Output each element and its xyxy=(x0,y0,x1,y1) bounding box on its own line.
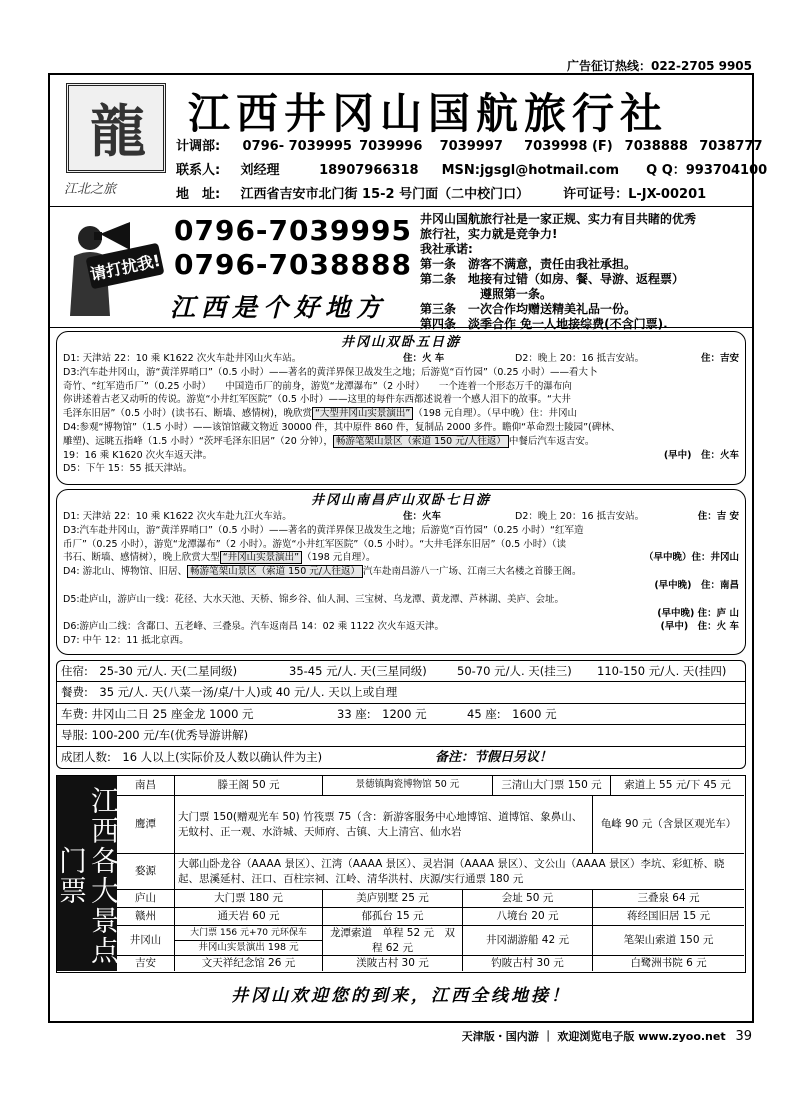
contact-line xyxy=(176,159,767,178)
itinerary-day xyxy=(63,565,739,579)
ticket-city: 吉安 xyxy=(117,956,175,971)
ticket-cell: 龙潭索道 单程 52 元 双程 62 元 xyxy=(323,926,463,956)
cableway-highlight: 畅游笔架山景区（索道 150 元/人往返） xyxy=(187,565,363,578)
ticket-cell: 景德镇陶瓷博物馆 50 元 xyxy=(323,776,493,796)
promise-item: 第一条 游客不满意，责任由我社承担。 xyxy=(420,257,637,271)
day-text: 汽车赴南昌游八一广场、江南三大名楼之首滕王阁。 xyxy=(362,566,582,578)
group-row xyxy=(57,747,745,768)
promo-slogan: 江西是个好地方 xyxy=(170,293,388,322)
ticket-cell: 三叠泉 64 元 xyxy=(593,890,744,908)
day-text: D1: 天津站 22：10 乘 K1622 次火车赴井冈山火车站。 xyxy=(63,353,302,364)
ticket-city: 井冈山 xyxy=(117,926,175,956)
dispatch-phone: 0796- 7039995 xyxy=(242,139,352,154)
ticket-cell: 滕王阁 50 元 xyxy=(175,776,323,796)
itinerary-day: D7: 中午 12：11 抵北京西。 xyxy=(63,635,189,647)
day-stay: (早中) 住：火车 xyxy=(663,449,739,461)
ticket-city: 鹰潭 xyxy=(117,796,175,854)
price-cell: 45 座: 1600 元 xyxy=(467,706,557,721)
day-text: 雕塑)、远眺五指峰（1.5 小时）“茨坪毛泽东旧居”（20 分钟）， xyxy=(63,435,334,447)
license-number: 许可证号：L-JX-00201 xyxy=(563,187,707,202)
day-text: D1: 天津站 22：10 乘 K1622 次火车赴九江火车站。 xyxy=(63,511,292,522)
day-stay: 住：火车 xyxy=(403,511,442,522)
page-number: 39 xyxy=(735,1029,752,1044)
dispatch-label: 计调部: xyxy=(176,139,221,154)
intro-line: 旅行社，实力就是竞争力! xyxy=(420,227,558,241)
promise-heading: 我社承诺: xyxy=(420,242,473,256)
dispatch-fax: 7039998 (F) xyxy=(524,139,613,154)
itinerary-seven-day xyxy=(56,489,746,655)
dragon-logo xyxy=(66,83,166,173)
ticket-cell: 井冈湖游船 42 元 xyxy=(463,926,593,956)
ticket-cell: 钓陂古村 30 元 xyxy=(463,956,593,971)
day-text: （198 元自理）。（早中晚）住：井冈山 xyxy=(413,408,577,420)
day-text: 书石、断墙、感情树），晚上欣赏大型 xyxy=(63,552,220,564)
day-stay: （早中晚）住：井冈山 xyxy=(643,552,739,564)
ad-hotline: 广告征订热线：022-2705 9905 xyxy=(566,59,752,73)
guide-row xyxy=(57,725,745,746)
promise-item: 第三条 一次合作均赠送精美礼品一份。 xyxy=(420,302,637,316)
itinerary-day xyxy=(63,620,739,634)
ticket-cell: 大门票 156 元+70 元环保车 xyxy=(175,926,323,941)
price-cell: 50-70 元/人. 天(挂三) xyxy=(457,664,572,678)
footer-text: 天津版・国内游 ｜ 欢迎浏览电子版 www.zyoo.net xyxy=(461,1030,726,1043)
price-cell: 成团人数: 16 人以上(实际价及人数以确认件为主) xyxy=(61,749,323,764)
itinerary-day xyxy=(63,449,739,463)
ticket-cell: 索道上 55 元/下 45 元 xyxy=(611,776,744,796)
itinerary-day: D3:汽车赴井冈山，游“黄洋界哨口”（0.5 小时）——著名的黄洋界保卫战发生之地；后游览“百竹园”（0.25 小时）“红军造 xyxy=(63,524,584,536)
price-cell: 导服: 100-200 元/车(优秀导游讲解) xyxy=(61,728,249,743)
itinerary-day: D5：下午 15：55 抵天津站。 xyxy=(63,463,193,475)
promo-phone-2: 0796-7038888 xyxy=(174,248,412,281)
day-stay: 住：火 车 xyxy=(403,353,445,364)
ticket-city: 婺源 xyxy=(117,854,175,890)
itinerary-day xyxy=(63,551,739,565)
ticket-city: 南昌 xyxy=(117,776,175,796)
page-footer xyxy=(462,1028,752,1044)
itinerary-day xyxy=(63,435,739,449)
contact-label: 联系人: xyxy=(176,163,221,178)
show-highlight: “井冈山实景演出” xyxy=(220,551,302,564)
day-text: D4: 游北山、博物馆、旧居、 xyxy=(63,566,188,578)
ticket-city: 赣州 xyxy=(117,908,175,926)
itinerary-day xyxy=(63,607,739,621)
itinerary-day: D4:参观“博物馆”（1.5 小时）——该馆馆藏文物近 30000 件，其中原件 860 件，复制品 2000 多件。瞻仰“革命烈士陵园”(碑林、 xyxy=(63,421,621,433)
day-text: D6:游庐山二线：含鄱口、五老峰、三叠泉。汽车返南昌 14：02 乘 1122 次火车返天津。 xyxy=(63,621,444,633)
agency-header xyxy=(50,75,768,207)
ad-frame xyxy=(48,73,768,1023)
ticket-cell: 大门票 150(赠观光车 50) 竹筏票 75（含：新游客服务中心地博馆、道博馆、象鼻山、无蚊村、正一观、水浒城、天师府、古镇、大上清宫、仙水岩 xyxy=(175,796,593,854)
cableway-highlight: 畅游笔架山景区（索道 150 元/人往返） xyxy=(333,435,509,448)
itinerary-day: 币厂”（0.25 小时），游览“龙潭瀑布”（2 小时）。游览“小井红军医院”（0.5 小时）。“大井毛泽东旧居”（0.5 小时）（读 xyxy=(63,538,566,550)
itinerary-day xyxy=(63,510,739,524)
pricing-table xyxy=(56,660,746,769)
contact-mobile: 18907966318 xyxy=(319,163,419,178)
dispatch-phone: 7039996 xyxy=(359,139,423,154)
price-cell: 110-150 元/人. 天(挂四) xyxy=(597,664,727,678)
dispatch-phone: 7038888 xyxy=(624,139,688,154)
day-text: （198 元自理）。 xyxy=(302,552,376,564)
day-stay: (早中晚) 住：庐 山 xyxy=(657,607,739,619)
address-text: 江西省吉安市北门街 15-2 号门面（二中校门口） xyxy=(240,187,530,202)
ticket-cell: 郁孤台 15 元 xyxy=(323,908,463,926)
dispatch-line xyxy=(176,135,763,154)
ticket-cell: 笔架山索道 150 元 xyxy=(593,926,744,956)
price-cell: 车费: 井冈山二日 25 座金龙 1000 元 xyxy=(61,706,254,721)
agency-promise xyxy=(420,212,748,332)
day-text: D2：晚上 20：16 抵吉安站。 xyxy=(515,511,645,522)
ticket-cell: 白鹭洲书院 6 元 xyxy=(630,957,707,970)
day-stay: 住：吉 安 xyxy=(697,511,739,522)
itinerary-title: 井冈山南昌庐山双卧七日游 xyxy=(310,493,491,508)
holiday-note: 备注：节假日另议！ xyxy=(435,749,553,765)
price-cell: 住宿: 25-30 元/人. 天(二星同级) xyxy=(61,664,238,678)
welcome-slogan: 井冈山欢迎您的到来，江西全线地接！ xyxy=(231,986,571,1006)
itinerary-day xyxy=(63,352,739,366)
promo-phone-1: 0796-7039995 xyxy=(174,214,412,247)
call-me-sign: 请打扰我! xyxy=(85,243,164,290)
itinerary-day: 奇竹、“红军造币厂”（0.25 小时） 中国造币厂的前身，游览“龙潭瀑布”（2 小时） 一个连着一个形态万千的瀑布向 xyxy=(63,380,572,392)
ticket-cell: 文天祥纪念馆 26 元 xyxy=(175,956,323,971)
itinerary-day: 你讲述着古老又动听的传说。游览“小井红军医院”（0.5 小时）——这里的每件东西都述说着一个感人泪下的故事。“大井 xyxy=(63,394,571,406)
promise-item: 遵照第一条。 xyxy=(480,287,553,301)
itinerary-five-day xyxy=(56,331,746,485)
ticket-cell: 通天岩 60 元 xyxy=(175,908,323,926)
price-cell: 35-45 元/人. 天(三星同级) xyxy=(289,664,427,678)
itinerary-day: D5:赴庐山，游庐山一线：花径、大水天池、天桥、锦乡谷、仙人洞、三宝树、乌龙潭、黄龙潭、芦林湖、美庐、会址。 xyxy=(63,593,565,605)
tickets-label: 江西各大景点门票 xyxy=(57,776,117,971)
ticket-cell: 龟峰 90 元（含景区观光车） xyxy=(593,796,744,854)
logo-glyph: 龍 xyxy=(90,99,142,165)
ticket-cell: 三清山大门票 150 元 xyxy=(493,776,611,796)
show-highlight: “大型井冈山实景演出” xyxy=(312,407,413,420)
itinerary-day: D3:汽车赴井冈山，游“黄洋界哨口”（0.5 小时）——著名的黄洋界保卫战发生之地；后游览“百竹园”（0.25 小时）——看大卜 xyxy=(63,366,598,378)
itinerary-title: 井冈山双卧五日游 xyxy=(340,335,461,350)
promo-section xyxy=(50,208,752,331)
attraction-tickets xyxy=(56,775,746,973)
price-cell: 33 座: 1200 元 xyxy=(337,706,427,721)
address-line xyxy=(176,183,706,202)
ticket-cell: 美庐别墅 25 元 xyxy=(323,890,463,908)
day-text: 中餐后汽车返吉安。 xyxy=(508,435,595,447)
day-text: 19：16 乘 K1620 次火车返天津。 xyxy=(63,449,213,461)
itinerary-day xyxy=(63,579,739,593)
dispatch-phone: 7038777 xyxy=(699,139,763,154)
price-cell: 餐费: 35 元/人. 天(八菜一汤/桌/十人)或 40 元/人. 天以上或自理 xyxy=(61,685,398,700)
day-stay: 住：吉安 xyxy=(700,353,739,364)
day-text: D2：晚上 20：16 抵吉安站。 xyxy=(515,353,645,364)
qq-number: Q Q：993704100 xyxy=(646,163,768,178)
day-stay: (早中晚) 住：南昌 xyxy=(654,579,739,591)
promise-item: 第二条 地接有过错（如房、餐、导游、返程票） xyxy=(420,272,685,286)
day-text: 毛泽东旧居”（0.5 小时）(读书石、断墙、感情树)，晚欣赏 xyxy=(63,408,312,420)
ticket-cell: 大鄣山卧龙谷（AAAA 景区）、江湾（AAAA 景区）、灵岩洞（AAAA 景区）、文公山（AAAA 景区）李坑、彩虹桥、晓起、思溪延村、汪口、百柱宗祠、江岭、清华洪村、庆源/实行通票 180 元 xyxy=(175,854,744,890)
ticket-cell: 大门票 180 元 xyxy=(175,890,323,908)
msn-address: MSN:jgsgl@hotmail.com xyxy=(441,163,619,178)
address-label: 地 址: xyxy=(176,187,221,202)
meal-row xyxy=(57,682,745,703)
itinerary-day xyxy=(63,407,739,421)
lodging-row xyxy=(57,661,745,682)
contact-name: 刘经理 xyxy=(240,163,280,178)
intro-line: 井冈山国航旅行社是一家正规、实力有目共睹的优秀 xyxy=(420,212,697,226)
ticket-cell: 会址 50 元 xyxy=(463,890,593,908)
dispatch-phone: 7039997 xyxy=(439,139,503,154)
ticket-cell: 蒋经国旧居 15 元 xyxy=(593,908,744,926)
promise-item: 第四条 淡季合作 免一人地接综费(不含门票). xyxy=(420,317,668,331)
ticket-cell: 渼陂古村 30 元 xyxy=(323,956,463,971)
ticket-cell: 八境台 20 元 xyxy=(463,908,593,926)
logo-subtitle: 江北之旅 xyxy=(64,182,117,197)
ticket-city: 庐山 xyxy=(117,890,175,908)
day-stay: (早中) 住：火 车 xyxy=(660,621,739,633)
vehicle-row xyxy=(57,704,745,725)
ticket-cell: 井冈山实景演出 198 元 xyxy=(175,941,323,956)
agency-name: 江西井冈山国航旅行社 xyxy=(188,89,669,138)
